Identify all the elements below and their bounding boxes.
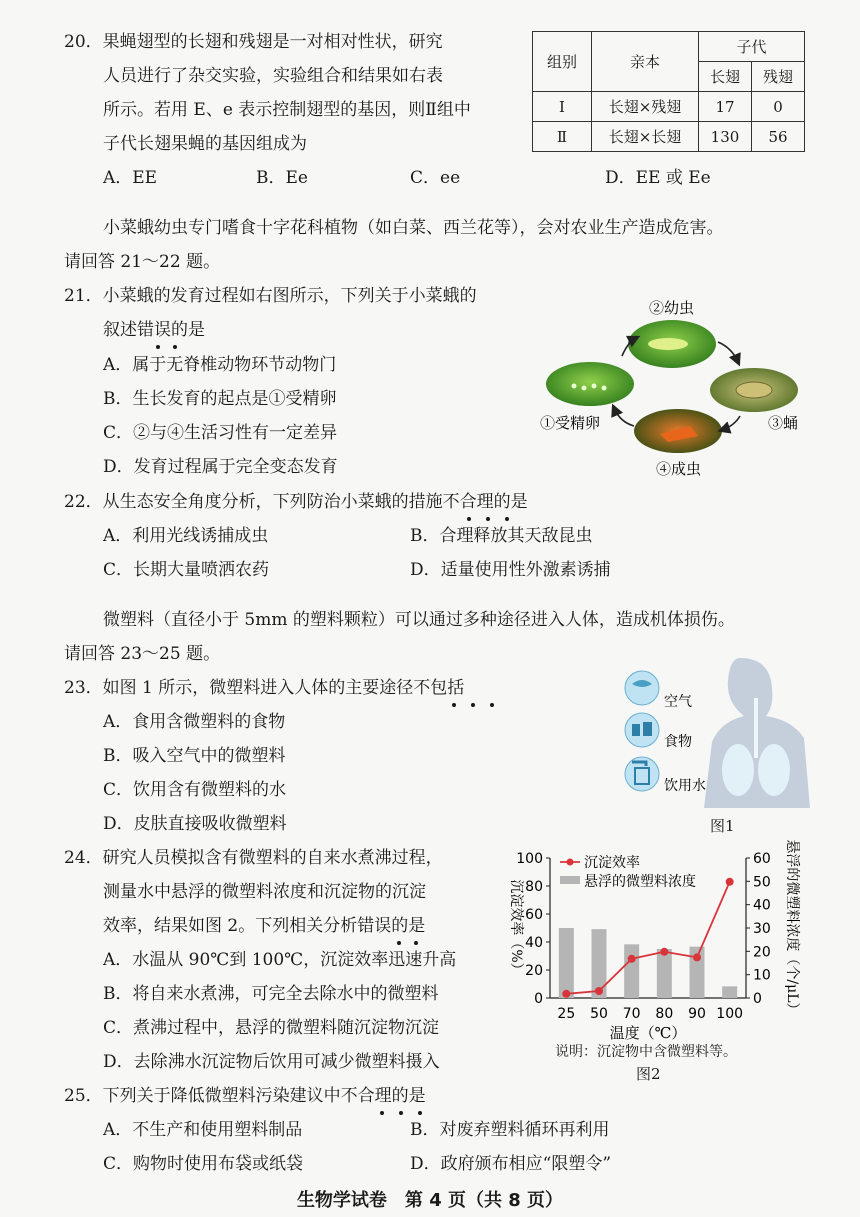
q25-option-c: C．购物时使用布袋或纸袋	[103, 1154, 304, 1174]
point-efficiency	[562, 990, 570, 998]
bar-concentration	[559, 928, 574, 998]
q21-option-a: A．属于无脊椎动物环节动物门	[103, 355, 337, 375]
x-tick-label: 70	[622, 1006, 641, 1022]
emphasis-dot	[505, 517, 509, 521]
table-header-short: 残翅	[752, 62, 805, 92]
bar-concentration	[657, 949, 672, 998]
x-tick-label: 25	[557, 1006, 576, 1022]
table-cell-long: 17	[699, 92, 752, 122]
emphasis-dot	[397, 941, 401, 945]
figure2-caption: 图2	[636, 1065, 661, 1083]
emphasis-dot	[490, 703, 494, 707]
bar-concentration	[624, 944, 639, 998]
q20-stem-line3: 所示。若用 E、e 表示控制翅型的基因，则Ⅱ组中	[103, 100, 471, 120]
point-efficiency	[628, 955, 636, 963]
table-cell-parent: 长翅×残翅	[592, 92, 699, 122]
lung-left-icon	[722, 744, 754, 796]
q23-option-a: A．食用含微塑料的食物	[103, 712, 286, 732]
q23-option-b: B．吸入空气中的微塑料	[103, 746, 286, 766]
emphasis-dot	[486, 517, 490, 521]
left-tick-label: 100	[516, 851, 543, 867]
q21-option-b: B．生长发育的起点是①受精卵	[103, 389, 337, 409]
figure2-note: 说明：沉淀物中含微塑料等。	[555, 1044, 737, 1060]
point-efficiency	[595, 987, 603, 995]
emphasis-dot	[467, 517, 471, 521]
q22-option-b: B．合理释放其天敌昆虫	[410, 526, 593, 546]
right-tick-label: 30	[753, 921, 771, 937]
q24-option-d: D．去除沸水沉淀物后饮用可减少微塑料摄入	[103, 1052, 440, 1072]
emphasis-dot	[380, 1111, 384, 1115]
left-axis-title: 沉淀效率（%）	[508, 879, 524, 977]
q25-option-d: D．政府颁布相应“限塑令”	[410, 1154, 612, 1174]
point-efficiency	[726, 878, 734, 886]
q21-option-d: D．发育过程属于完全变态发育	[103, 457, 338, 477]
egg-photo	[546, 362, 634, 406]
pupa-icon	[736, 382, 772, 398]
chart-plot	[508, 839, 801, 1042]
left-tick-label: 80	[525, 879, 543, 895]
bar-concentration	[722, 986, 737, 998]
emphasis-dot	[173, 345, 177, 349]
q23-option-d: D．皮肤直接吸收微塑料	[103, 814, 287, 834]
emphasis-dot	[471, 703, 475, 707]
legend-line-label: 沉淀效率	[584, 855, 640, 871]
q23-option-c: C．饮用含有微塑料的水	[103, 780, 287, 800]
q25-stem: 25．下列关于降低微塑料污染建议中不合理的是	[64, 1086, 426, 1106]
q24-option-a: A．水温从 90℃到 100℃，沉淀效率迅速升高	[103, 950, 457, 970]
larva-icon	[648, 338, 688, 350]
emphasis-dot	[156, 345, 160, 349]
right-axis-title: 悬浮的微塑料浓度（个/μL）	[784, 839, 800, 1017]
life-cycle-figure	[540, 296, 810, 478]
table-header-offspring: 子代	[699, 32, 805, 62]
larva-label: ②幼虫	[649, 299, 695, 317]
legend-line-marker	[567, 859, 574, 866]
water-label: 饮用水	[664, 778, 706, 794]
air-label: 空气	[664, 694, 692, 710]
page-footer: 生物学试卷 第 4 页（共 8 页）	[296, 1190, 564, 1211]
lung-right-icon	[758, 744, 790, 796]
adult-label: ④成虫	[656, 460, 702, 478]
q20-cross-table	[532, 31, 805, 152]
right-tick-label: 40	[753, 897, 771, 914]
left-tick-label: 60	[525, 907, 543, 923]
left-tick-label: 0	[534, 991, 543, 1007]
right-tick-label: 10	[753, 967, 771, 984]
q22-option-d: D．适量使用性外激素诱捕	[410, 560, 611, 580]
q22-option-c: C．长期大量喷洒农药	[103, 560, 270, 580]
q24-stem-line3: 效率，结果如图 2。下列相关分析错误的是	[103, 916, 426, 936]
table-header-group: 组别	[533, 32, 592, 92]
table-cell-group: Ⅱ	[533, 122, 592, 152]
q21-option-c: C．②与④生活习性有一定差异	[103, 423, 338, 443]
q24-option-c: C．煮沸过程中，悬浮的微塑料随沉淀物沉淀	[103, 1018, 440, 1038]
emphasis-dot	[452, 703, 456, 707]
egg-label: ①受精卵	[540, 414, 601, 432]
q23-stem: 23．如图 1 所示，微塑料进入人体的主要途径不包括	[64, 678, 465, 698]
q22-stem: 22．从生态安全角度分析，下列防治小菜蛾的措施不合理的是	[64, 492, 528, 512]
x-tick-label: 80	[655, 1006, 674, 1022]
figure1-caption: 图1	[710, 817, 735, 835]
food-icon	[625, 713, 659, 747]
intro1-line1: 小菜蛾幼虫专门嗜食十字花科植物（如白菜、西兰花等），会对农业生产造成危害。	[103, 218, 724, 238]
legend-bar-label: 悬浮的微塑料浓度	[584, 874, 696, 890]
table-cell-parent: 长翅×长翅	[592, 122, 699, 152]
right-tick-label: 20	[753, 944, 771, 961]
q24-stem-line1: 24．研究人员模拟含有微塑料的自来水煮沸过程，	[64, 848, 443, 868]
q21-stem-line1: 21．小菜蛾的发育过程如右图所示，下列关于小菜蛾的	[64, 286, 477, 306]
q25-option-b: B．对废弃塑料循环再利用	[410, 1120, 610, 1140]
q20-stem-line4: 子代长翅果蝇的基因组成为	[103, 134, 307, 154]
table-cell-short: 0	[752, 92, 805, 122]
q22-option-a: A．利用光线诱捕成虫	[103, 526, 269, 546]
right-tick-label: 60	[753, 851, 771, 867]
table-cell-group: Ⅰ	[533, 92, 592, 122]
x-tick-label: 50	[590, 1006, 608, 1022]
point-efficiency	[693, 953, 701, 961]
table-row	[533, 92, 805, 122]
right-tick-label: 0	[753, 991, 762, 1007]
figure1-body-diagram	[620, 658, 810, 808]
table-header-long: 长翅	[699, 62, 752, 92]
emphasis-dot	[414, 941, 418, 945]
food-label: 食物	[664, 734, 692, 750]
emphasis-dot	[418, 1111, 422, 1115]
q20-stem-line2: 人员进行了杂交实验，实验组合和结果如右表	[103, 66, 443, 86]
legend-bar-swatch	[560, 876, 580, 884]
line-efficiency	[566, 882, 729, 994]
q24-stem-line2: 测量水中悬浮的微塑料浓度和沉淀物的沉淀	[103, 882, 426, 902]
intro2-line2: 请回答 23～25 题。	[64, 644, 221, 664]
emphasis-dot	[399, 1111, 403, 1115]
x-tick-label: 100	[716, 1006, 744, 1022]
left-tick-label: 20	[525, 963, 543, 979]
pupa-label: ③蛹	[768, 414, 799, 432]
q20-option-a: A．EE	[103, 168, 158, 188]
table-cell-long: 130	[699, 122, 752, 152]
intro2-line1: 微塑料（直径小于 5mm 的塑料颗粒）可以通过多种途径进入人体，造成机体损伤。	[103, 610, 735, 630]
q21-stem-line2: 叙述错误的是	[103, 320, 205, 340]
x-axis-title: 温度（℃）	[609, 1024, 687, 1042]
q20-option-b: B．Ee	[256, 168, 308, 188]
right-tick-label: 50	[753, 874, 771, 891]
q24-option-b: B．将自来水煮沸，可完全去除水中的微塑料	[103, 984, 439, 1004]
table-row	[533, 122, 805, 152]
point-efficiency	[660, 948, 668, 956]
q25-option-a: A．不生产和使用塑料制品	[103, 1120, 303, 1140]
q20-option-d: D．EE 或 Ee	[605, 168, 711, 188]
table-cell-short: 56	[752, 122, 805, 152]
x-tick-label: 90	[688, 1006, 706, 1022]
air-icon	[625, 671, 659, 705]
q20-option-c: C．ee	[410, 168, 461, 188]
left-tick-label: 40	[525, 935, 543, 951]
intro1-line2: 请回答 21～22 题。	[64, 252, 221, 272]
table-header-parent: 亲本	[592, 32, 699, 92]
q20-stem-line1: 20．果蝇翅型的长翅和残翅是一对相对性状，研究	[64, 32, 443, 52]
